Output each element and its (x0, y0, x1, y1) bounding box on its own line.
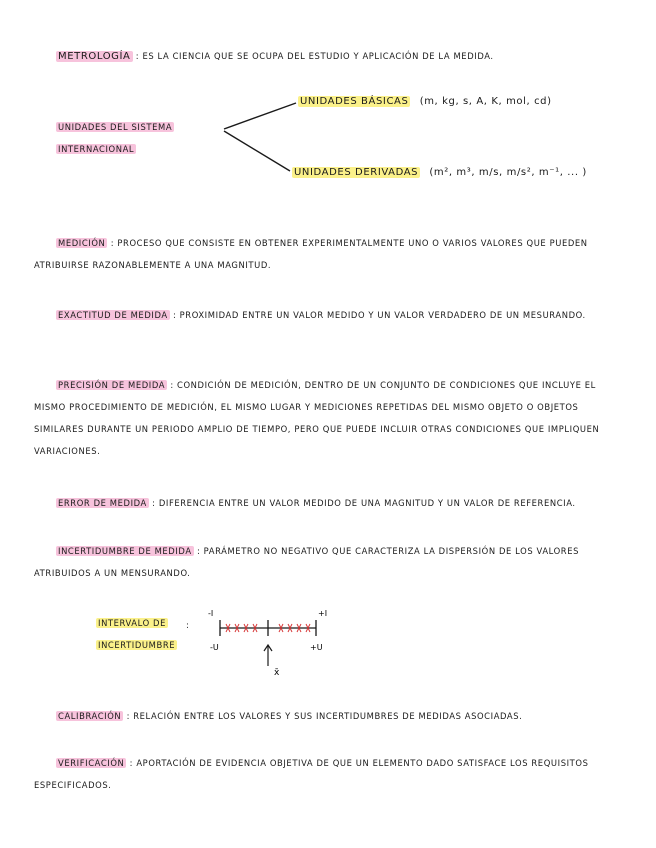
basicas-row (298, 90, 552, 113)
medicion-definition: : PROCESO QUE CONSISTE EN OBTENER EXPERIMENTALMENTE UNO O VARIOS VALORES QUE PUEDEN ATRIBUIRSE RAZONABLEMENTE A UNA MAGNITUD. (34, 238, 588, 270)
metrologia-definition: : ES LA CIENCIA QUE SE OCUPA DEL ESTUDIO Y APLICACIÓN DE LA MEDIDA. (135, 51, 494, 61)
exactitud-term: EXACTITUD DE MEDIDA (58, 310, 168, 320)
precision-definition: : CONDICIÓN DE MEDICIÓN, DENTRO DE UN CONJUNTO DE CONDICIONES QUE INCLUYE EL MISMO PROCEDIMIENTO DE MEDICIÓN, EL MISMO LUGAR Y MEDICIONES REPETIDAS DEL MISMO OBJETO O OBJETOS SIMILARES DURANTE UN PERIODO AMPLIO DE TIEMPO, PERO QUE PUEDE INCLUIR OTRAS CONDICIONES QUE IMPLIQUEN VARIACIONES. (34, 380, 600, 456)
incertidumbre-paragraph (34, 540, 620, 584)
calibracion-paragraph (34, 705, 620, 727)
calibracion-term: CALIBRACIÓN (58, 711, 122, 721)
mean-label: x̄ (274, 668, 280, 678)
exactitud-paragraph (34, 304, 620, 326)
pos-i-label: +I (318, 609, 328, 618)
error-definition: : DIFERENCIA ENTRE UN VALOR MEDIDO DE UNA MAGNITUD Y UN VALOR DE REFERENCIA. (152, 498, 576, 508)
derivadas-row (292, 161, 587, 184)
exactitud-definition: : PROXIMIDAD ENTRE UN VALOR MEDIDO Y UN VALOR VERDADERO DE UN MESURANDO. (172, 310, 586, 320)
pos-u-label: +U (310, 643, 323, 652)
error-term: ERROR DE MEDIDA (58, 498, 147, 508)
metrologia-term: METROLOGÍA (58, 51, 131, 62)
branch-line-basicas (224, 103, 296, 129)
verificacion-paragraph (34, 752, 620, 796)
precision-paragraph (34, 374, 620, 462)
uncertainty-interval-diagram (200, 600, 340, 680)
intervalo-colon: : (186, 620, 190, 630)
basicas-list: (m, kg, s, A, K, mol, cd) (419, 96, 552, 107)
neg-u-label: -U (210, 643, 219, 652)
precision-term: PRECISIÓN DE MEDIDA (58, 380, 166, 390)
si-label-line1: UNIDADES DEL SISTEMA (58, 122, 173, 132)
medicion-term: MEDICIÓN (58, 238, 106, 248)
intervalo-label (96, 612, 177, 656)
neg-i-label: -I (208, 609, 214, 618)
basicas-term: UNIDADES BÁSICAS (300, 96, 409, 107)
si-label-line2: INTERNACIONAL (58, 144, 135, 154)
incertidumbre-definition: : PARÁMETRO NO NEGATIVO QUE CARACTERIZA LA DISPERSIÓN DE LOS VALORES ATRIBUIDOS A UN MENSURANDO. (34, 546, 580, 578)
derivadas-term: UNIDADES DERIVADAS (294, 167, 419, 178)
verificacion-definition: : APORTACIÓN DE EVIDENCIA OBJETIVA DE QUE UN ELEMENTO DADO SATISFACE LOS REQUISITOS ESPECIFICADOS. (34, 758, 589, 790)
incertidumbre-term: INCERTIDUMBRE DE MEDIDA (58, 546, 192, 556)
calibracion-definition: : RELACIÓN ENTRE LOS VALORES Y SUS INCERTIDUMBRES DE MEDIDAS ASOCIADAS. (126, 711, 523, 721)
intervalo-label-line1: INTERVALO DE (98, 618, 166, 628)
derivadas-list: (m², m³, m/s, m/s², m⁻¹, ... ) (429, 167, 587, 178)
medicion-paragraph (34, 232, 620, 276)
branch-line-derivadas (224, 131, 290, 171)
verificacion-term: VERIFICACIÓN (58, 758, 125, 768)
intervalo-label-line2: INCERTIDUMBRE (98, 640, 176, 650)
error-paragraph (34, 492, 620, 514)
